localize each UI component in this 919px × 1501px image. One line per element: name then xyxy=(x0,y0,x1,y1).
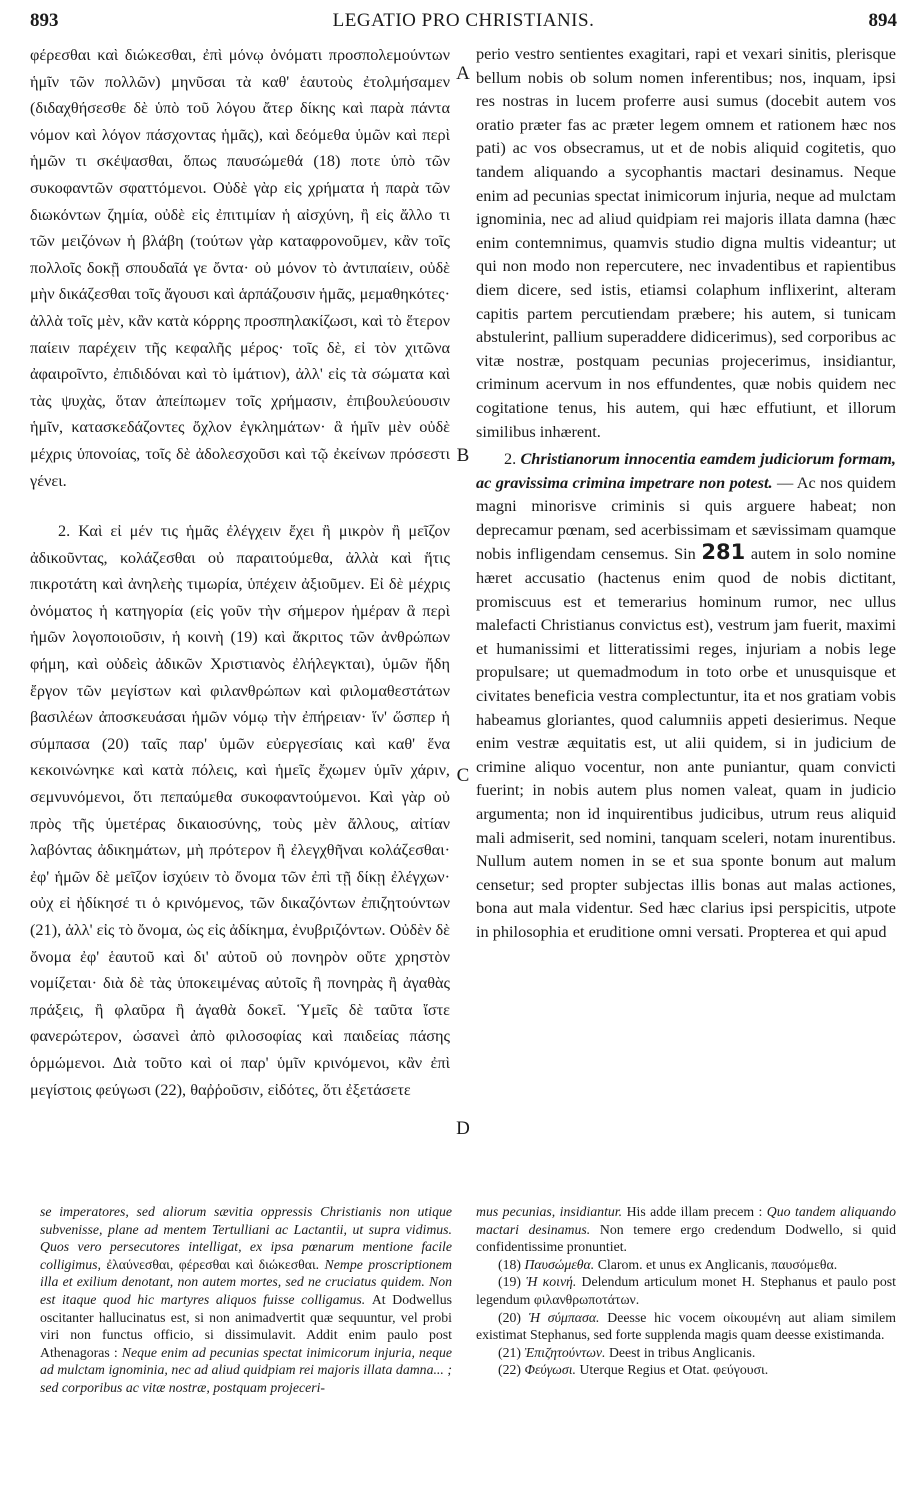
latin-paragraph-1: perio vestro sentientes exagitari, rapi et vexari sinitis, plerisque bellum nobis ob solum nomen inferentibus; nos, inquam, ipsi res nostras in lucem proferre ausi sumus (docebit autem vos oratio præter fas ac præter legem omnem et rationem hæc nos pati) ac vos obsecramus, ut et de nobis aliquid cogitetis, quo tandem aliquando a sycophantis mactari desinamus. Neque enim ad pecunias spectat inimicorum injuria, neque ad mulctam ignominia, nec ad aliud quidpiam rei majoris illata damna (hæc enim contemnimus, quamvis studio digna multis videantur; ut qui non modo non repercutere, nec invadentibus et rapientibus diem dicere, sed istis, etiamsi colaphum inflixerint, alteram capitis partem percutiendam præbere; his autem, si tunicam abstulerint, pallium superaddere didicerimus), sed corporibus ac vitæ nostræ, postquam pecunias projecerimus, insidiantur, criminum acervum in nos effundentes, quæ nobis quidem nec cogitatione tenus, his autem, qui hæc effutiunt, et illorum similibus inhærent. xyxy=(476,44,896,441)
page-number-right: 894 xyxy=(868,10,897,31)
margin-marker-b: B xyxy=(456,445,470,466)
chapter-title: Christianorum innocentia eamdem judiciorum formam, ac gravissima crimina impetrare non potest. xyxy=(476,449,896,492)
note-left-1: se imperatores, sed aliorum sævitia oppressis Christianis non utique subvenisse, plane ad mentem Tertulliani ac Lactantii, ut supra vidimus. Quos vero persecutores intelligat, ex ipsa pœnarum mentione facile colligimus, xyxy=(40,1204,452,1272)
footnotes-left xyxy=(40,1203,452,1397)
migne-column-number: 281 xyxy=(701,540,746,565)
note-left-greek: ἐλαύνεσθαι, φέρεσθαι καὶ διώκεσθαι. xyxy=(106,1256,320,1272)
footnote-18: (18) Παυσώμεθα. Clarom. et unus ex Anglicanis, παυσόμεθα. xyxy=(498,1256,838,1272)
greek-paragraph-1: φέρεσθαι καὶ διώκεσθαι, ἐπὶ μόνῳ ὀνόματι προσπολεμούντων ἡμῖν τῶν πολλῶν) μηνῦσαι τὰ καθ' ἑαυτοὺς ἐτολμήσαμεν (διδαχθήσεσθε δὲ ὑπὸ τοῦ λόγου ἄτερ δίκης καὶ παρὰ πάντα νόμον καὶ λόγον πάσχοντας ἡμᾶς), καὶ δεόμεθα ὑμῶν καὶ περὶ ἡμῶν τι σκέψασθαι, ὅπως παυσώμεθά (18) ποτε ὑπὸ τῶν συκοφαντῶν σφαττόμενοι. Οὐδὲ γὰρ εἰς χρήματα ἡ παρὰ τῶν διωκόντων ζημία, οὐδὲ εἰς ἐπιτιμίαν ἡ αἰσχύνη, ἢ εἰς ἄλλο τι τῶν μειζόνων ἡ βλάβη (τούτων γὰρ καταφρονοῦμεν, κἂν τοῖς πολλοῖς δοκῇ σπουδαῖά γε ὄντα· οὐ μόνον τὸ ἀντιπαίειν, οὐδὲ μὴν δικάζεσθαι τοῖς ἄγουσι καὶ ἁρπάζουσιν ἡμᾶς, μεμαθηκότες· ἀλλὰ τοῖς μὲν, κἂν κατὰ κόρρης προσπηλακίζωσι, καὶ τὸ ἕτερον παίειν παρέχειν τῆς κεφαλῆς μέρος· τοῖς δὲ, εἰ τὸν χιτῶνα ἀφαιροῖντο, ἐπιδιδόναι καὶ τὸ ἱμάτιον), ἀλλ' εἰς τὰ σώματα καὶ τὰς ψυχὰς, ὅταν ἀπείπωμεν τοῖς χρήμασιν, ἐπιβουλεύουσιν ἡμῖν, κατασκεδάζοντες ὄχλον ἐγκλημάτων· ἃ ἡμῖν μὲν οὐδὲ μέχρις ὑπονοίας, τοῖς δὲ ἀδολεσχοῦσι καὶ τῷ ἐκείνων πρόσεστι γένει. xyxy=(30,45,450,490)
footnote-21: (21) Ἐπιζητούντων. Deest in tribus Anglicanis. xyxy=(498,1344,756,1360)
latin-paragraph-2-text-a: — Ac nos quidem magni minorisve criminis si quis arguere habeat; non deprecamur pœnam, sed acerbissimam et sævissimam quamque nobis infligendam censemus. Sin xyxy=(476,472,896,564)
running-title: LEGATIO PRO CHRISTIANIS. xyxy=(332,10,595,31)
margin-marker-c: C xyxy=(456,765,470,786)
note-left-3: At Dodwellus oscitanter hallucinatus est, si non animadvertit quæ sequuntur, vel probi viri non functus officio, si dissimulavit. Addit enim paulo post Athenagoras : xyxy=(40,1291,453,1360)
margin-marker-a: A xyxy=(456,63,470,84)
note-left-2: Nempe proscriptionem illa et exilium denotant, non autem mortes, sed ne cruciatus quidem. Non est itaque quod hic martyres aliquos fuisse colligamus. xyxy=(40,1256,453,1307)
footnote-22: (22) Φεύγωσι. Uterque Regius et Otat. φεύγουσι. xyxy=(498,1362,769,1378)
note-left-4: Neque enim ad pecunias spectat inimicorum injuria, neque ad mulctam ignominia, nec ad aliud quidpiam rei majoris illata damna... ; sed corporibus ac vitæ nostræ, postquam projeceri- xyxy=(40,1344,453,1395)
latin-column xyxy=(476,42,896,944)
greek-paragraph-2: 2. Καὶ εἰ μέν τις ἡμᾶς ἐλέγχειν ἔχει ἢ μικρὸν ἢ μεῖζον ἀδικοῦντας, κολάζεσθαι οὐ παραιτούμεθα, ἀλλὰ καὶ ἥτις πικροτάτη καὶ ἀνηλεὴς τιμωρία, ὑπέχειν ἀξιοῦμεν. Εἰ δὲ μέχρις ὀνόματος ἡ κατηγορία (εἰς γοῦν τὴν σήμερον ἡμέραν ἃ περὶ ἡμῶν λογοποιοῦσιν, ἡ κοινὴ (19) καὶ ἄκριτος τῶν ἀνθρώπων φήμη, καὶ οὐδεὶς ἀδικῶν Χριστιανὸς ἐλήλεγκται), ὑμῶν ἤδη ἔργον τῶν μεγίστων καὶ φιλανθρώπων καὶ φιλομαθεστάτων βασιλέων ἀποσκευάσαι ἡμῶν νόμῳ τὴν ἐπήρειαν· ἵν' ὥσπερ ἡ σύμπασα (20) ταῖς παρ' ὑμῶν εὐεργεσίαις καὶ καθ' ἕνα κεκοινώνηκε καὶ κατὰ πόλεις, καὶ ἡμεῖς ἔχωμεν ὑμῖν χάριν, σεμνυνόμενοι, ὅτι πεπαύμεθα συκοφαντούμενοι. Καὶ γὰρ οὐ πρὸς τῆς ὑμετέρας δικαιοσύνης, τοὺς μὲν ἄλλους, αἰτίαν λαβόντας ἀδικημάτων, μὴ πρότερον ἢ ἐλεγχθῆναι κολάζεσθαι· ἐφ' ἡμῶν δὲ μεῖζον ἰσχύειν τὸ ὄνομα τῶν ἐπὶ τῇ δίκῃ ἐλέγχων· οὐχ εἰ ἠδίκησέ τι ὁ κρινόμενος, τῶν δικαζόντων ἐπιζητούντων (21), ἀλλ' εἰς τὸ ὄνομα, ὡς εἰς ἀδίκημα, ἐνυβριζόντων. Οὐδὲν δὲ ὄνομα ἐφ' ἑαυτοῦ καὶ δι' αὐτοῦ οὐ πονηρὸν οὔτε χρηστὸν νομίζεται· διὰ δὲ τὰς ὑποκειμένας αὐτοῖς ἢ πονηρὰς ἢ ἀγαθὰς πράξεις, ἢ φλαῦρα ἢ ἀγαθὰ δοκεῖ. Ὑμεῖς δὲ ταῦτα ἴστε φανερώτερον, ὡσανεὶ ἀπὸ φιλοσοφίας καὶ παιδείας πάσης ὁρμώμενοι. Διὰ τοῦτο καὶ οἱ παρ' ὑμῖν κρινόμενοι, κἂν ἐπὶ μεγίστοις φεύγωσι (22), θαῤῥοῦσιν, εἰδότες, ὅτι ἐξετάσετε xyxy=(30,521,450,1099)
footnotes-right xyxy=(476,1203,896,1379)
margin-marker-d: D xyxy=(456,1118,470,1139)
greek-column xyxy=(30,42,450,1103)
latin-paragraph-2-text-b: autem in solo nomine hæret accusatio (hactenus enim quod de nobis dictitant, promiscuus est et temerarius hominum rumor, nec ullus malefacti Christianus convictus est), vestrum jam fuerit, maximi et humanissimi et litteratissimi reges, injuriam a nobis lege propulsare; ut quemadmodum in toto orbe et unusquisque et civitates beneficia vestra complectuntur, ita et nos gratiam vobis habeamus gloriantes, quod calumniis appeti desierimus. Neque enim vestræ æquitatis est, ut alii quidem, si in judicium de crimine aliquo vocentur, non ante puniantur, quam convicti fuerint; in nobis autem plus nomen valeat, quam in judicio argumenta; non id inquirentibus judicibus, utrum reus aliquid mali admiserit, sed nomini, tanquam sceleri, notam inurentibus. Nullum autem nomen in se et sua sponte bonum aut malum censetur; sed propter subjectas illis bonas aut malas actiones, bona aut mala videntur. Sed hæc clarius ipsi perspicitis, utpote in philosophia et eruditione omni versati. Propterea et qui apud xyxy=(476,544,897,941)
chapter-number: 2. xyxy=(504,449,517,469)
footnote-20: (20) Ἡ σύμπασα. Deesse hic vocem οἰκουμένη aut aliam similem existimat Stephanus, sed forte supplenda magis quam deesse existimanda. xyxy=(476,1309,896,1343)
latin-paragraph-2 xyxy=(476,447,896,943)
footnote-19: (19) Ἡ κοινή. Delendum articulum monet H. Stephanus et paulo post legendum φιλανθρωποτάτων. xyxy=(476,1274,896,1307)
note-right-continuation: mus pecunias, insidiantur. His adde illam precem : Quo tandem aliquando mactari desinamus. Non temere ergo credendum Dodwello, si quid confidentissime pronuntiet. xyxy=(476,1204,897,1255)
page-number-left: 893 xyxy=(30,10,59,31)
page-header xyxy=(30,10,897,38)
